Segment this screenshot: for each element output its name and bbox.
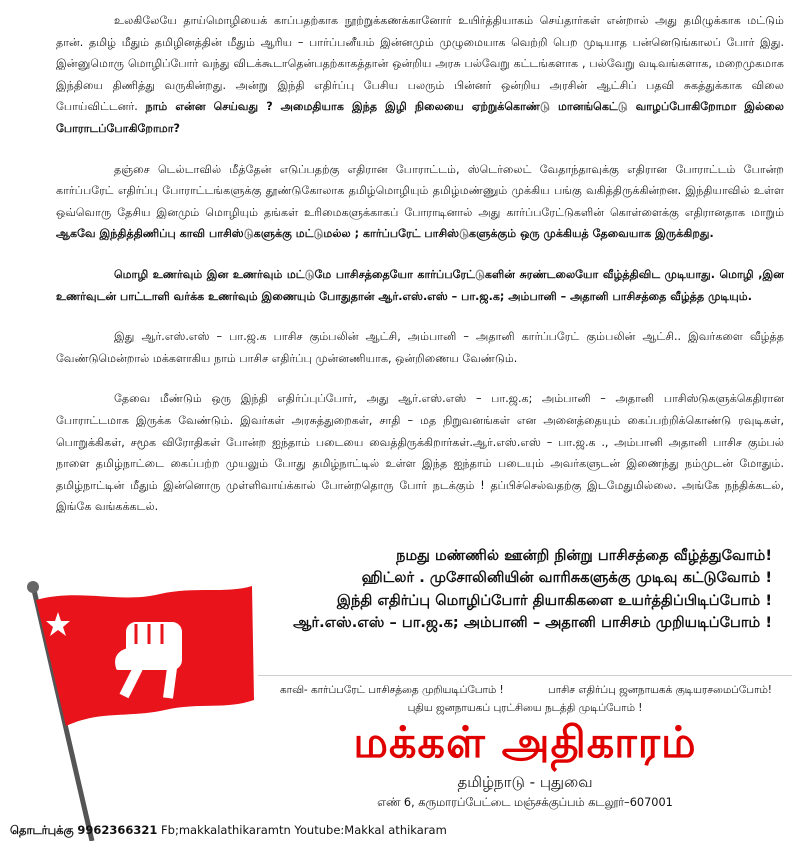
paragraph-5 xyxy=(56,388,784,518)
footer-panel xyxy=(258,675,792,824)
contact-label: தொடர்புக்கு xyxy=(10,823,74,837)
text-run: தஞ்சை டெல்டாவில் மீத்தேன் எடுப்பதற்கு எதிரான போராட்டம், ஸ்டெர்லைட் வேதாந்தாவுக்கு எதிரான போராட்டம் போன்ற கார்ப்பரேட் எதிர்ப்பு போராட்டங்களுக்கு தூண்டுகோலாக தமிழ்மொழியும் தமிழ்மண்ணும் முக்கிய பங்கு வகித்திருக்கின்றன. இந்தியாவில் உள்ள ஒவ்வொரு தேசிய இனமும் மொழியும் தங்கள் உரிமைகளுக்காகப் போராடினால் அது கார்ப்பரேட்டுகளின் கொள்ளைக்கு எதிரானதாக மாறும் xyxy=(56,162,784,219)
slogan-2: ஹிட்லர் . முசோலினியின் வாரிசுகளுக்கு முடிவு கட்டுவோம் ! xyxy=(361,569,772,587)
text-run: தேவை மீண்டும் ஒரு இந்தி எதிர்ப்புப்போர், அது ஆர்.எஸ்.எஸ் – பா.ஜ.க; அம்பானி – அதானி பாசிஸ்டுகளுக்கெதிரான போராட்டமாக இருக்க வேண்டும். இவர்கள் அரசுத்துறைகள், சாதி – மத நிறுவனங்கள் என அனைத்தையும் கைப்பற்றிக்கொண்டு ரவுடிகள், பொறுக்கிகள், சமூக விரோதிகள் போன்ற ஐந்தாம் படையை வைத்திருக்கிறார்கள்.ஆர்.எஸ்.எஸ் – பா.ஜ.க ., அம்பானி அதானி பாசிச கும்பல் நாளை தமிழ்நாட்டை கைப்பற்ற முயலும் போது தமிழ்நாட்டில் உள்ள இந்த ஐந்தாம் படையும் அவர்களுடன் இணைந்து நம்முடன் மோதும். தமிழ்நாட்டின் மீதும் இன்னொரு முள்ளிவாய்க்கால் போன்றதொரு போர் நடக்கும் ! தப்பிச்செல்வதற்கு இடமேதுமில்லை. அங்கே நந்திக்கடல், இங்கே வங்கக்கடல். xyxy=(56,392,784,514)
slogan-4: ஆர்.எஸ்.எஸ் – பா.ஜ.க; அம்பானி – அதானி பாசிசம் முறியடிப்போம் ! xyxy=(293,614,772,632)
contact-line xyxy=(10,823,790,839)
red-flag-fist-icon xyxy=(0,560,260,841)
paragraph-gap xyxy=(56,307,784,326)
slogan-1: நமது மண்ணில் ஊன்றி நின்று பாசிசத்தை வீழ்த்துவோம்! xyxy=(396,547,772,564)
article-body xyxy=(56,10,784,518)
paragraph-3 xyxy=(56,264,784,307)
footer-slogan-left: காவி- கார்ப்பரேட் பாசிசத்தை முறியடிப்போம் ! xyxy=(280,684,504,696)
paragraph-1 xyxy=(56,10,784,140)
paragraph-gap xyxy=(56,245,784,264)
bold-text: நாம் என்ன செய்வது ? அமைதியாக இந்த இழி நிலையை ஏற்றுக்கொண்டு மானங்கெட்டு வாழப்போகிறோமா இல்லை போராடப்போகிறோமா? xyxy=(56,100,785,135)
paragraph-gap xyxy=(56,369,784,388)
slogan-3: இந்தி எதிர்ப்பு மொழிப்போர் தியாகிகளை உயர்த்திப்பிடிப்போம் ! xyxy=(336,591,772,609)
bold-text: மொழி உணர்வும் இன உணர்வும் மட்டுமே பாசிசத்தையோ கார்ப்பரேட்டுகளின் சுரண்டலையோ வீழ்த்திவிட முடியாது. மொழி ,இன உணர்வுடன் பாட்டாளி வர்க்க உணர்வும் இணையும் போதுதான் ஆர்.எஸ்.எஸ் – பா.ஜ.க; அம்பானி – அதானி பாசிசத்தை வீழ்த்த முடியும். xyxy=(56,267,784,303)
bold-text: ஆகவே இந்தித்திணிப்பு காவி பாசிஸ்டுகளுக்கு மட்டுமல்ல ; கார்ப்பரேட் பாசிஸ்டுகளுக்கும் ஒரு முக்கியத் தேவையாக இருக்கிறது. xyxy=(56,227,714,241)
text-run: உலகிலேயே தாய்மொழியைக் காப்பதற்காக நூற்றுக்கணக்கானோர் உயிர்த்தியாகம் செய்தார்கள் என்றால் அது தமிழுக்காக மட்டும் தான். தமிழ் மீதும் தமிழினத்தின் மீதும் ஆரிய – பார்ப்பனீயம் இன்னமும் முழுமையாக வெற்றி பெற முடியாத பன்னெடுங்காலப் போர் இது. இன்னுமொரு மொழிப்போர் வந்து விடக்கூடாதென்பதற்காகத்தான் ஒன்றிய அரசு பல்வேறு கட்டங்களாக , பல்வேறு வடிவங்களாக, மறைமுகமாக இந்தியை திணித்து வருகின்றது. அன்று இந்தி எதிர்ப்பு பேசிய பலரும் பின்னர் ஒன்றிய அரசின் ஆட்சிப் பதவி சுகத்துக்காக விலை போய்விட்டனர். xyxy=(56,14,784,114)
footer-slogan-right: பாசிச எதிர்ப்பு ஜனநாயகக் குடியரசமைப்போம்! xyxy=(548,684,772,696)
slogan-list xyxy=(212,545,772,635)
address-line: எண் 6, கருமாரப்பேட்டை மஞ்சக்குப்பம் கடலூர்–607001 xyxy=(377,796,673,809)
paragraph-4 xyxy=(56,326,784,369)
social-links: Fb;makkalathikaramtn Youtube:Makkal athikaram xyxy=(157,823,447,837)
footer-slogan-center: புதிய ஜனநாயகப் புரட்சியை நடத்தி முடிப்போம் ! xyxy=(407,702,643,714)
organization-name: மக்கள் அதிகாரம் xyxy=(353,718,697,768)
paragraph-gap xyxy=(56,140,784,159)
text-run: இது ஆர்.எஸ்.எஸ் – பா.ஜ.க பாசிச கும்பலின் ஆட்சி, அம்பானி – அதானி கார்ப்பரேட் கும்பலின் ஆட்சி.. இவர்களை வீழ்த்த வேண்டுமென்றால் மக்களாகிய நாம் பாசிச எதிர்ப்பு முன்னணியாக, ஒன்றிணைய வேண்டும். xyxy=(56,330,784,365)
flag-pole-tip xyxy=(27,581,39,593)
region-name: தமிழ்நாடு - புதுவை xyxy=(457,773,593,791)
phone-number: 9962366321 xyxy=(77,823,158,837)
paragraph-2 xyxy=(56,159,784,245)
